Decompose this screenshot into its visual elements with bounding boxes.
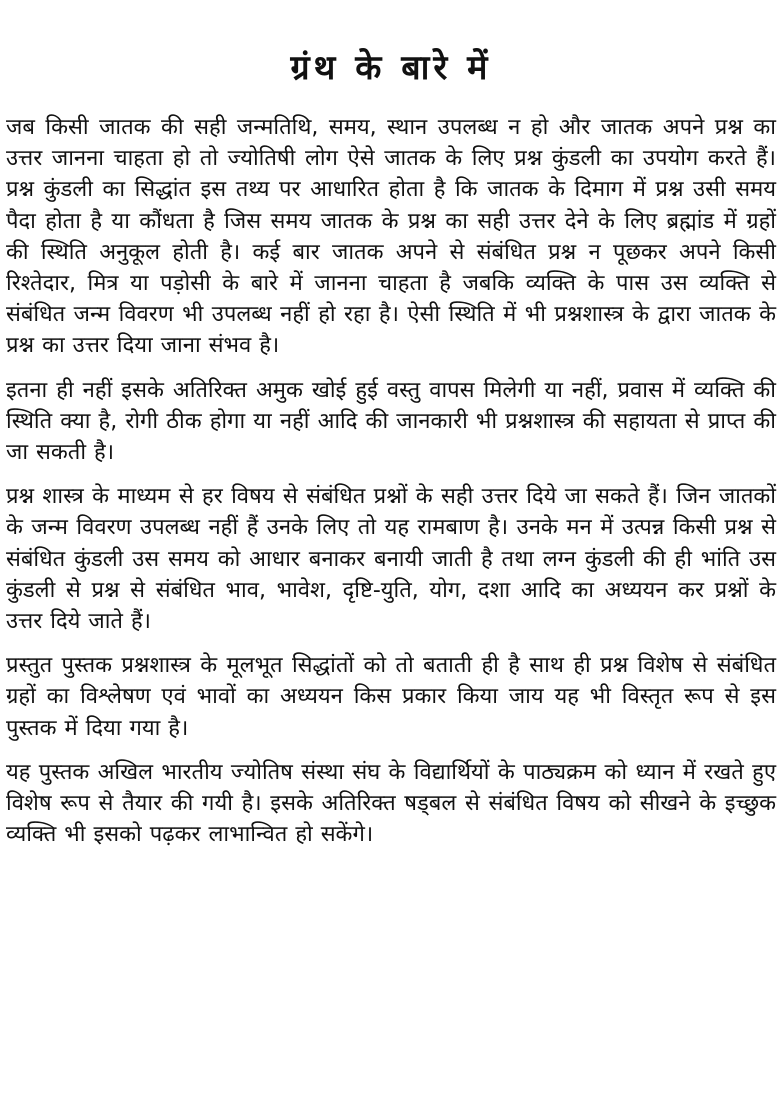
paragraph-lost-items: इतना ही नहीं इसके अतिरिक्त अमुक खोई हुई वस्तु वापस मिलेगी या नहीं, प्रवास में व्यक्ति की स्थिति क्या है, रोगी ठीक होगा या नहीं आदि की जानकारी भी प्रश्नशास्त्र की सहायता से प्राप्त की जा सकती है। bbox=[6, 377, 776, 466]
paragraph-birth-details: जब किसी जातक की सही जन्मतिथि, समय, स्थान उपलब्ध न हो और जातक अपने प्रश्न का उत्तर जानना चाहता हो तो ज्योतिषी लोग ऐसे जातक के लिए प्रश्न कुंडली का उपयोग करते हैं। प्रश्न कुंडली का सिद्धांत इस तथ्य पर आधारित होता है कि जातक के दिमाग में प्रश्न उसी समय पैदा होता है या कौंधता है जिस समय जातक के प्रश्न का सही उत्तर देने के लिए ब्रह्मांड में ग्रहों की स्थिति अनुकूल होती है। कई बार जातक अपने से संबंधित प्रश्न न पूछकर अपने किसी रिश्तेदार, मित्र या पड़ोसी के बारे में जानना चाहता है जबकि व्यक्ति के पास उस व्यक्ति से संबंधित जन्म विवरण भी उपलब्ध नहीं हो रहा है। ऐसी स्थिति में भी प्रश्नशास्त्र के द्वारा जातक के प्रश्न का उत्तर दिया जाना संभव है। bbox=[6, 115, 776, 359]
paragraph-book-contents: प्रस्तुत पुस्तक प्रश्नशास्त्र के मूलभूत सिद्धांतों को तो बताती ही है साथ ही प्रश्न विशेष से संबंधित ग्रहों का विश्लेषण एवं भावों का अध्ययन किस प्रकार किया जाय यह भी विस्तृत रूप से इस पुस्तक में दिया गया है। bbox=[6, 653, 776, 741]
paragraph-prashna-shastra: प्रश्न शास्त्र के माध्यम से हर विषय से संबंधित प्रश्नों के सही उत्तर दिये जा सकते हैं। जिन जातकों के जन्म विवरण उपलब्ध नहीं हैं उनके लिए तो यह रामबाण है। उनके मन में उत्पन्न किसी प्रश्न से संबंधित कुंडली उस समय को आधार बनाकर बनायी जाती है तथा लग्न कुंडली की ही भांति उस कुंडली से प्रश्न से संबंधित भाव, भावेश, दृष्टि-युति, योग, दशा आदि का अध्ययन कर प्रश्नों के उत्तर दिये जाते हैं। bbox=[6, 484, 776, 635]
paragraph-book-purpose: यह पुस्तक अखिल भारतीय ज्योतिष संस्था संघ के विद्यार्थियों के पाठ्यक्रम को ध्यान में रखते हुए विशेष रूप से तैयार की गयी है। इसके अतिरिक्त षड्बल से संबंधित विषय को सीखने के इच्छुक व्यक्ति भी इसको पढ़कर लाभान्वित हो सकेंगे। bbox=[6, 759, 776, 848]
page-title: ग्रंथ के बारे में bbox=[290, 48, 492, 88]
